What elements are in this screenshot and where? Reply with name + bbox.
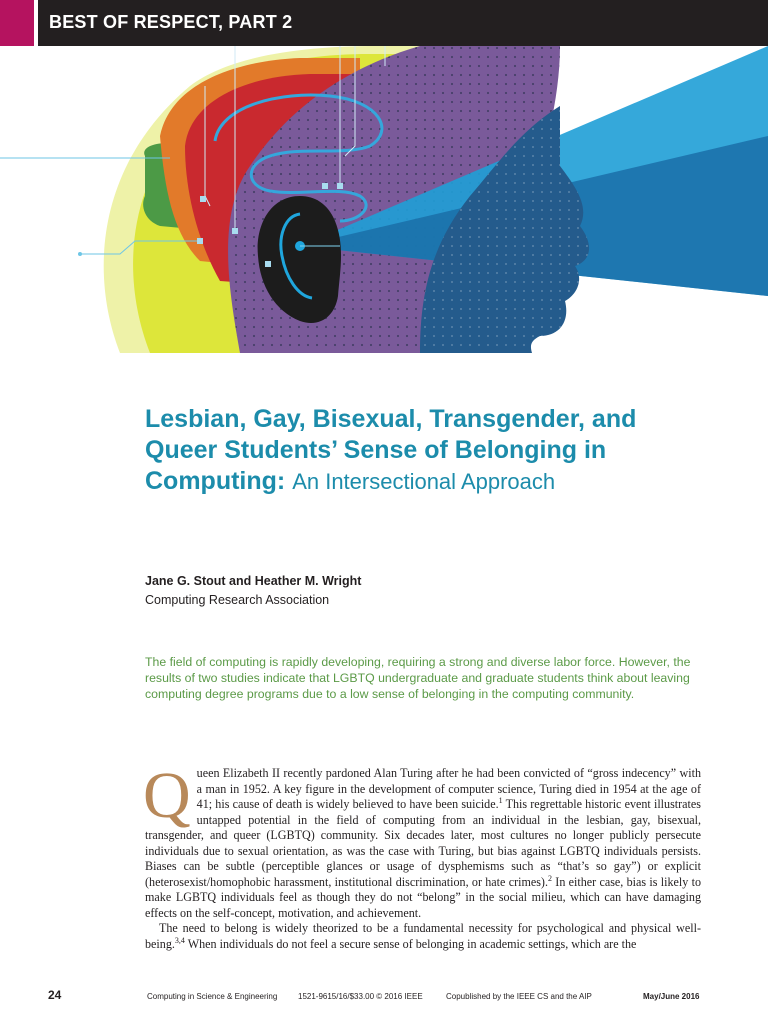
article-body — [143, 759, 701, 952]
citation-ref: 2 — [548, 873, 552, 883]
circuit-node — [322, 183, 328, 189]
journal-name: Computing in Science & Engineering — [147, 992, 278, 1001]
circuit-node — [337, 183, 343, 189]
drop-cap: Q — [143, 759, 191, 832]
article-title-sub: An Intersectional Approach — [292, 469, 556, 494]
header-accent-block — [0, 0, 34, 46]
issn-line: 1521-9615/16/$33.00 © 2016 IEEE — [298, 992, 423, 1001]
circuit-node — [200, 196, 206, 202]
citation-ref: 3,4 — [174, 935, 185, 945]
body-paragraph-1 — [143, 759, 701, 921]
page-number: 24 — [48, 988, 62, 1002]
copublished-line: Copublished by the IEEE CS and the AIP — [446, 992, 592, 1001]
circuit-node — [265, 261, 271, 267]
body-text-run: This regrettable historic event illustrates untapped potential in the field of computing from an individual in the lesbian, gay, bisexual, transgender, and queer (LGBTQ) community. Six decades later, most cultures no longer publicly persecute individuals due to sexual orientation, as was the case with Turing, but bias against LGBTQ individuals persists. Biases can be subtle (perceptible glances or usage of dysphemisms such as “that’s so gay”) or explicit (heterosexist/homophobic harassment, institutional discrimination, or hate crimes). — [145, 797, 701, 889]
article-abstract: The field of computing is rapidly developing, requiring a strong and diverse labor force. However, the results of two studies indicate that LGBTQ undergraduate and graduate students think about leaving computing degree programs due to a low sense of belonging in the computing community. — [145, 655, 691, 701]
circuit-node — [232, 228, 238, 234]
body-text-run: ueen Elizabeth II recently pardoned Alan Turing after he had been convicted of “gross indecency” with a man in 1952. A key figure in the development of computer science, Turing died in 1954 at the age of 41; his cause of death is widely believed to have been suicide. — [196, 766, 701, 811]
section-title: BEST OF RESPECT, PART 2 — [49, 12, 293, 32]
circuit-node — [197, 238, 203, 244]
body-text-run: The need to belong is widely theorized to be a fundamental necessity for psychological and physical well-being. — [145, 921, 701, 951]
article-title — [145, 404, 705, 497]
citation-ref: 1 — [498, 795, 503, 805]
hero-illustration-svg — [0, 46, 768, 353]
body-paragraph-2 — [145, 921, 701, 952]
issue-date: May/June 2016 — [643, 992, 700, 1001]
circuit-node — [78, 252, 82, 256]
article-title-main: Lesbian, Gay, Bisexual, Transgender, and Queer Students’ Sense of Belonging in Computing: — [145, 405, 637, 495]
article-affiliation: Computing Research Association — [145, 593, 330, 607]
body-text-run: In either case, bias is likely to make LGBTQ individuals feel as though they do not “belong” in the social milieu, which can have damaging effects on the self-concept, motivation, and achievement. — [145, 874, 701, 920]
head-silhouette-illustration — [0, 46, 768, 353]
section-header-bar — [0, 0, 768, 46]
page-footer — [0, 988, 768, 1008]
article-authors: Jane G. Stout and Heather M. Wright — [145, 574, 362, 588]
header-divider — [34, 0, 38, 46]
body-text-run: When individuals do not feel a secure sense of belonging in academic settings, which are the — [184, 936, 637, 951]
